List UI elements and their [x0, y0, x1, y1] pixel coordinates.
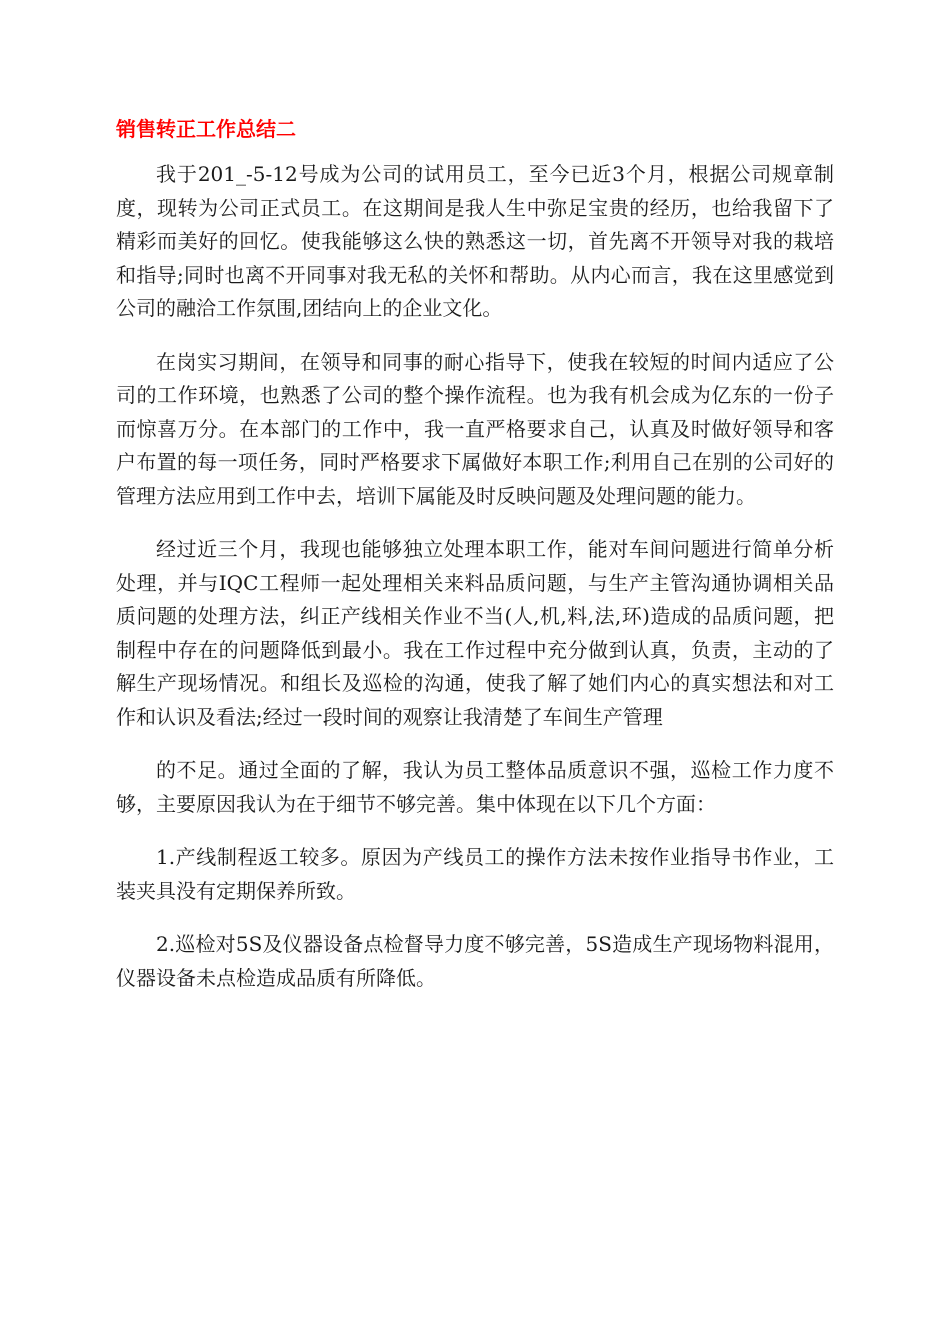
document-body — [116, 112, 834, 1015]
paragraph-experience: 经过近三个月，我现也能够独立处理本职工作，能对车间问题进行简单分析处理，并与IQC工程师一起处理相关来料品质问题，与生产主管沟通协调相关品质问题的处理方法，纠正产线相关作业不当(人,机,料,法,环)造成的品质问题，把制程中存在的问题降低到最小。我在工作过程中充分做到认真，负责，主动的了解生产现场情况。和组长及巡检的沟通，使我了解了她们内心的真实想法和对工作和认识及看法;经过一段时间的观察让我清楚了车间生产管理 — [116, 537, 834, 729]
paragraph-point-1: 1.产线制程返工较多。原因为产线员工的操作方法未按作业指导书作业，工装夹具没有定期保养所致。 — [116, 845, 834, 903]
paragraph-point-2: 2.巡检对5S及仪器设备点检督导力度不够完善，5S造成生产现场物料混用，仪器设备未点检造成品质有所降低。 — [116, 932, 834, 990]
document-title: 销售转正工作总结二 — [116, 117, 296, 141]
paragraph-internship: 在岗实习期间，在领导和同事的耐心指导下，使我在较短的时间内适应了公司的工作环境，也熟悉了公司的整个操作流程。也为我有机会成为亿东的一份子而惊喜万分。在本部门的工作中，我一直严格要求自己，认真及时做好领导和客户布置的每一项任务，同时严格要求下属做好本职工作;利用自己在别的公司好的管理方法应用到工作中去，培训下属能及时反映问题及处理问题的能力。 — [116, 349, 834, 508]
paragraph-intro: 我于201_-5-12号成为公司的试用员工，至今已近3个月，根据公司规章制度，现转为公司正式员工。在这期间是我人生中弥足宝贵的经历，也给我留下了精彩而美好的回忆。使我能够这么快的熟悉这一切，首先离不开领导对我的栽培和指导;同时也离不开同事对我无私的关怀和帮助。从内心而言，我在这里感觉到公司的融洽工作氛围,团结向上的企业文化。 — [116, 162, 834, 320]
paragraph-shortcomings: 的不足。通过全面的了解，我认为员工整体品质意识不强，巡检工作力度不够，主要原因我认为在于细节不够完善。集中体现在以下几个方面： — [116, 758, 834, 816]
